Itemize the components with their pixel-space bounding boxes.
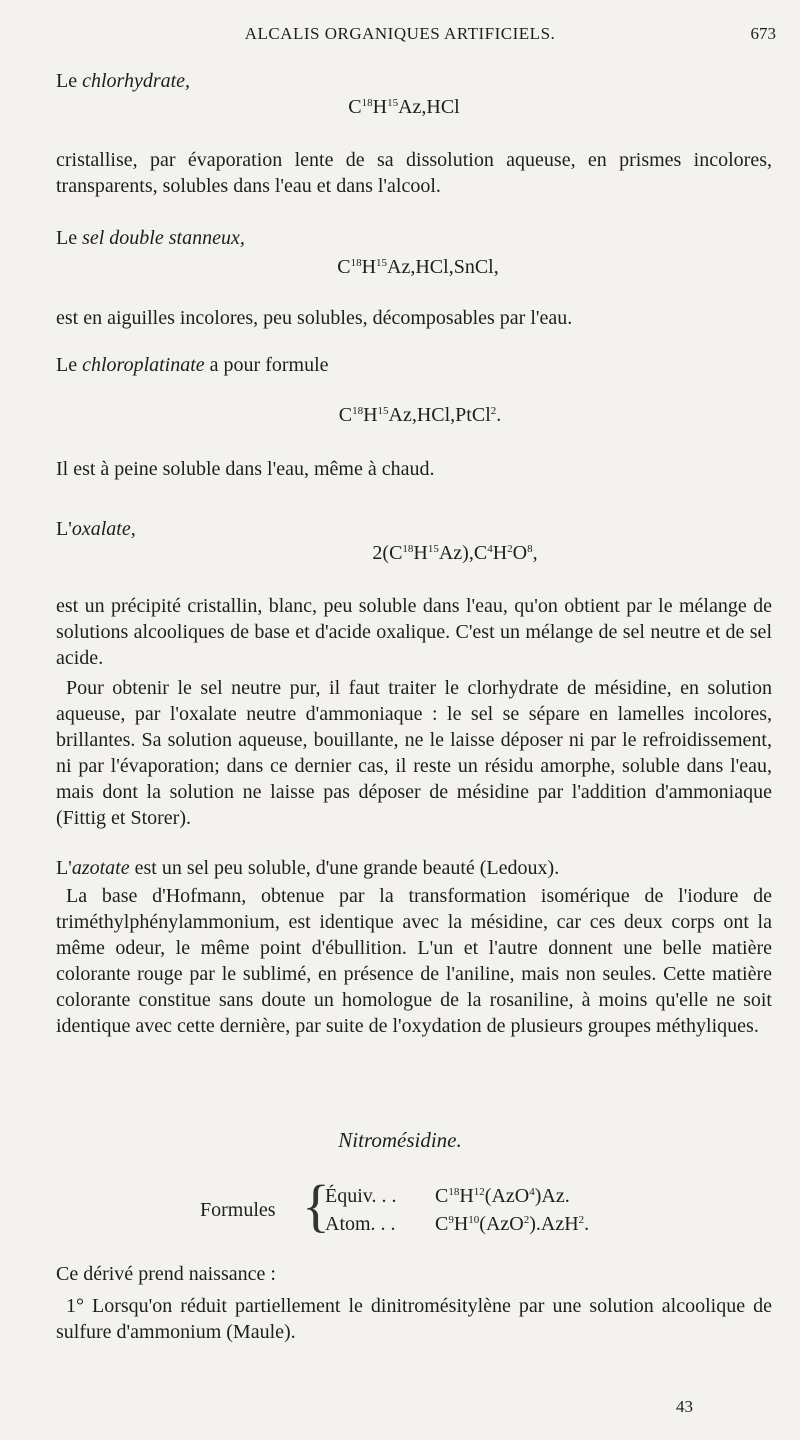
formulas-label: Formules <box>200 1199 276 1221</box>
chlorhydrate-description: cristallise, par évaporation lente de sa dissolution aqueuse, en prismes incolores, transparents, solubles dans l'eau et dans l'alcool. <box>56 149 772 197</box>
chlorhydrate-intro: Le chlorhydrate, <box>56 70 191 92</box>
hofmann-paragraph: La base d'Hofmann, obtenue par la transformation isomérique de l'iodure de triméthylphénylammonium, est identique avec la mésidine, car ces deux corps ont la même odeur, le même point d'ébullition. L'un et l'autre donnent une belle matière colorante rouge par le sublimé, en présence de l'aniline, mais non seules. Cette matière colorante constitue sans doute un homologue de la rosaniline, à moins qu'elle ne soit identique avec cette dernière, par suite de l'oxydation de plusieurs groupes méthyliques. <box>56 885 772 1037</box>
chloroplatinate-intro: Le chloroplatinate a pour formule <box>56 354 329 376</box>
atom-formula-row: Atom. . . $C^9H^{10}(AzO^2).AzH^2$. <box>325 1213 590 1235</box>
azotate-term: azotate <box>71 857 130 879</box>
oxalate-intro: L'oxalate, <box>56 518 136 540</box>
oxalate-formula: $2(C^{18}H^{15}Az),C^4H^2O^8$, <box>372 542 538 564</box>
nitromesidine-heading: Nitromésidine. <box>338 1128 462 1152</box>
nitromesidine-intro-sentence: Ce dérivé prend naissance : <box>56 1263 276 1285</box>
nitromesidine-first-method: 1° Lorsqu'on réduit partiellement le dinitromésitylène par une solution alcoolique de sulfure d'ammonium (Maule). <box>56 1295 772 1343</box>
page-number: 673 <box>750 24 776 43</box>
stannous-term: sel double stanneux, <box>82 227 245 249</box>
azotate-line: L'azotate est un sel peu soluble, d'une grande beauté (Ledoux). <box>56 857 560 879</box>
chloroplatinate-formula: $C^{18}H^{15}Az,HCl,PtCl^2$. <box>338 404 502 426</box>
chlorhydrate-term: chlorhydrate, <box>82 70 191 92</box>
chloroplatinate-description: Il est à peine soluble dans l'eau, même à chaud. <box>56 458 435 480</box>
chloroplatinate-term: chloroplatinate <box>82 354 205 376</box>
oxalate-description: est un précipité cristallin, blanc, peu soluble dans l'eau, qu'on obtient par le mélange de solutions alcooliques de base et d'acide oxalique. C'est un mélange de sel neutre et de sel acide. <box>56 595 772 669</box>
equiv-formula-row: Équiv. . . $C^{18}H^{12}(AzO^4)Az$. <box>325 1185 570 1207</box>
signature-mark: 43 <box>676 1397 693 1416</box>
page-header <box>0 24 800 52</box>
oxalate-term: oxalate, <box>71 518 136 540</box>
stannous-formula: $C^{18}H^{15}Az,HCl,SnCl$, <box>337 256 499 278</box>
brace-glyph: { <box>302 1173 330 1238</box>
stannous-description: est en aiguilles incolores, peu solubles, décomposables par l'eau. <box>56 307 573 329</box>
neutral-salt-paragraph: Pour obtenir le sel neutre pur, il faut traiter le clorhydrate de mésidine, en solution aqueuse, par l'oxalate neutre d'ammoniaque : le sel se sépare en lamelles incolores, brillantes. Sa solution aqueuse, bouillante, ne le laisse déposer ni par le refroidissement, ni par l'évaporation; dans ce dernier cas, il reste un résidu amorphe, soluble dans l'eau, mais dont la solution ne laisse pas déposer de mésidine par l'addition d'ammoniaque (Fittig et Storer). <box>56 677 772 829</box>
chlorhydrate-formula: $C^{18}H^{15}Az,HCl$ <box>348 96 460 118</box>
nitromesidine-formulas <box>200 1173 720 1242</box>
running-title: ALCALIS ORGANIQUES ARTIFICIELS. <box>244 24 556 43</box>
stannous-intro: Le sel double stanneux, <box>56 227 245 249</box>
